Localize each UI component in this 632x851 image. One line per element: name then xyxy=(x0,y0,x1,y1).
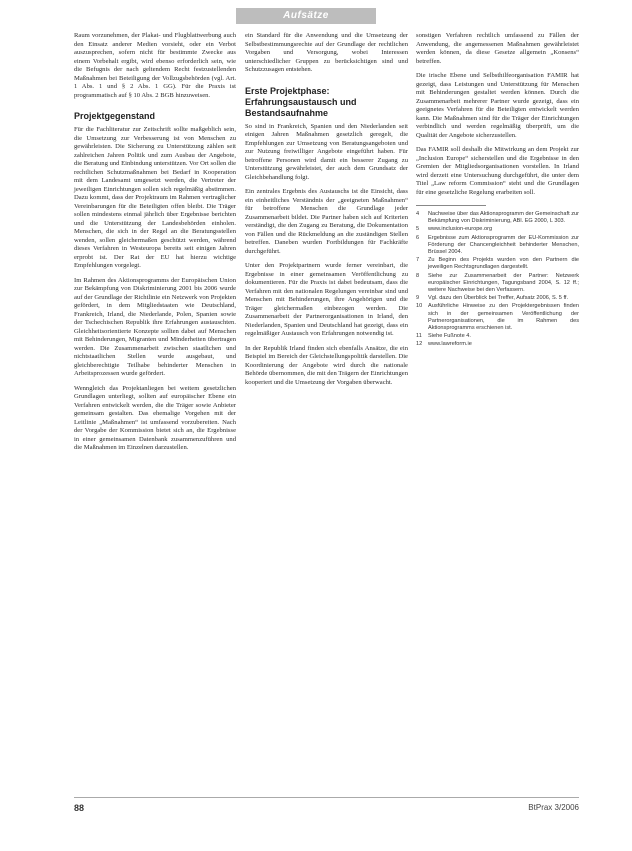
footnotes xyxy=(416,211,579,349)
paragraph: Unter den Projektpartnern wurde ferner vereinbart, die Ergebnisse in einer gemeinsamen Veröffentlichung zu dokumentieren. Für die Praxis ist dabei bedeutsam, dass die Verfahren mit den nationalen Regelungen vereinbar sind und Menschen mit Behinderungen, ihre Angehörigen und die Träger gleichermaßen einbezogen werden. Die Zusammenarbeit der Partnerorganisationen in Irland, den Niederlanden, Spanien und Deutschland hat gezeigt, dass ein regelmäßiger Austausch von Erfahrungen notwendig ist. xyxy=(245,262,408,337)
paragraph: sonstigen Verfahren rechtlich umfassend zu Fällen der Anwendung, die angemessenen Maßnahmen gewährleistet werden können, da diese Gesetze allgemein „Konsens“ betreffen. xyxy=(416,32,579,65)
paragraph: Für die Fachliteratur zur Zeitschrift sollte maßgeblich sein, die Umsetzung zur Verbesserung ist von Menschen zu gewährleisten. Die Sicherung zu Unterstützung zählen seit zahlreichen Jahren Politik und zum Ausbau der Angebote, die Beratung und Einbindung unterstützen. Vor Ort sollen die rechtlichen Schutzmaßnahmen bei Bedarf in Kooperation mit dem Landesamt umgesetzt werden, die Vertreter der jeweiligen Einrichtungen sollen sich regelmäßig abstimmen. Dazu kommt, dass der Projektraum im Rahmen vertraglicher Vereinbarungen für die Beteiligten offen bleibt. Die Träger sollen mindestens einmal jährlich über Ergebnisse berichten und die Unterstützung der Landesbehörden einholen. Menschen, die sich in der Regel an die Beratungsstellen wenden, sollen gleichermaßen geschützt werden, während dieses Verfahren in Westeuropa bereits seit einigen Jahren erprobt ist. Der Rat der EU hat hierzu wichtige Empfehlungen vorgelegt. xyxy=(74,126,236,269)
footnote: 9 Vgl. dazu den Überblick bei Treffer, Aufsatz 2006, S. 5 ff. xyxy=(416,295,569,302)
paragraph: Ein zentrales Ergebnis des Austauschs ist die Einsicht, dass ein einheitliches Verständnis der „geeigneten Maßnahmen“ für betroffene Menschen die Grundlage jeder Zusammenarbeit bildet. Die Partner haben sich auf Kriterien verständigt, die den Zugang zu Beratung, die Dokumentation von Fällen und die Rückmeldung an die zuständigen Stellen betreffen. Daneben wurden Fortbildungen für Fachkräfte durchgeführt. xyxy=(245,188,408,255)
footnote: 5 www.inclusion-europe.org xyxy=(416,226,493,233)
paragraph: So sind in Frankreich, Spanien und den Niederlanden seit einigen Jahren Maßnahmen gesetzlich geregelt, die Empfehlungen zur Umsetzung von Beratungsangeboten und zur Nutzung freiwilliger Angebote eingeführt haben. Für betroffene Personen wird damit ein besserer Zugang zu Unterstützung gewährleistet, der auch dem Grundsatz der Gleichbehandlung folgt. xyxy=(245,122,408,181)
section-header: Aufsätze xyxy=(236,8,376,24)
column-left xyxy=(74,32,236,453)
footnote: 10 Ausführliche Hinweise zu den Projektergebnissen finden sich in der gemeinsamen Veröffentlichung der Partnerorganisationen, die im Rahmen des Aktionsprogramms erschienen ist. xyxy=(416,303,579,332)
footnote-divider xyxy=(416,205,486,206)
page-number: 88 xyxy=(74,803,85,813)
journal-reference: BtPrax 3/2006 xyxy=(528,803,579,812)
section-heading: Erste Projektphase: Erfahrungsaustausch und Bestandsaufnahme xyxy=(245,85,357,118)
footnote: 8 Siehe zur Zusammenarbeit der Partner: Netzwerk europäischer Einrichtungen, Tagungsband 2004, S. 12 ff.; weitere Nachweise bei den Verfassern. xyxy=(416,272,579,294)
footnote: 6 Ergebnisse zum Aktionsprogramm der EU-Kommission zur Förderung der Chancengleichheit behinderter Menschen, Brüssel 2004. xyxy=(416,234,579,256)
footnote: 12 www.lawreform.ie xyxy=(416,341,472,348)
section-heading: Projektgegenstand xyxy=(74,111,156,121)
footer-divider xyxy=(74,797,579,798)
paragraph: Raum vorzunehmen, der Plakat- und Flugblattwerbung auch den Einsatz anderer Medien vorsieht, oder ein Verbot auszusprechen, sofern nicht für bestimmte Zwecke aus einem Vorbehalt ergibt, wird ebenso erforderlich sein, wie die Befugnis der nach geltendem Recht festzustellenden Maßnahmen bei Beteiligung der Vollzugsbehörden (vgl. Art. 1 Abs. 1 und § 2 Abs. 1 GG). Für die Praxis ist programmatisch auf § 10 Abs. 2 BGB hinzuweisen. xyxy=(74,32,236,99)
column-right xyxy=(416,32,579,350)
column-middle xyxy=(245,32,408,387)
paragraph: Das FAMIR soll deshalb die Mitwirkung an dem Projekt zur „Inclusion Europe“ sicherstellen und die Ergebnisse in den Gremien der Mitgliedsorganisationen vorstellen. In Irland wird derzeit eine Untersuchung durchgeführt, die unter dem Titel „Law reform Commission“ steht und die Grundlagen für eine gesetzliche Regelung erarbeiten soll. xyxy=(416,146,579,196)
paragraph: Im Rahmen des Aktionsprogramms der Europäischen Union zur Bekämpfung von Diskriminierung 2001 bis 2006 wurde auf der Grundlage der Richtlinie ein Netzwerk von Projekten gefördert, in dem Mitgliedstaaten wie Deutschland, Frankreich, Irland, die Niederlande, Polen, Spanien sowie der Tschechischen Republik ihre Erfahrungen austauschten. Gleichheitsorientierte Konzepte sollten dabei auf Menschen mit Behinderungen, Migranten und Minderheiten übertragen werden. Die Zusammenarbeit zwischen staatlichen und nichtstaatlichen Stellen wurde ausgebaut, und gleichberechtigte Teilhabe behinderter Menschen in Arbeitsprozessen wurde gefördert. xyxy=(74,276,236,377)
paragraph: Wenngleich das Projektanliegen bei weitem gesetzlichen Grundlagen unterliegt, sollten auf europäischer Ebene ein Verfahren entwickelt werden, die die Träger sowie Anbieter gemeinsam gestalten. Das ehemalige Vorgehen mit der Leitlinie „Maßnahmen“ ist umfassend vorzubereiten. Nach der Vorgabe der Kommission bietet sich an, die Ergebnisse in einer gemeinsamen Datenbank zusammenzuführen und die Maßnahmen im Einzelnen darzustellen. xyxy=(74,384,236,451)
paragraph: Die irische Ebene und Selbsthilfeorganisation FAMIR hat gezeigt, dass Leistungen und Unterstützung für Menschen mit Behinderungen gestaltet werden können. Durch die Zusammenarbeit mehrerer Partner wurde gezeigt, dass ein geeignetes Verfahren für die Beteiligten entwickelt werden kann. Die Maßnahmen sind für die Träger der Einrichtungen verbindlich und werden regelmäßig überprüft, um die Qualität der Angebote sicherzustellen. xyxy=(416,72,579,139)
paragraph: ein Standard für die Anwendung und die Umsetzung der Selbstbestimmungsrechte auf der Grundlage der rechtlichen Vorgaben und Versorgung, wobei Interessen unterschiedlicher Gruppen zu berücksichtigen sind und Schutzzusagen entstehen. xyxy=(245,32,408,73)
footnote: 4 Nachweise über das Aktionsprogramm der Gemeinschaft zur Bekämpfung von Diskriminierung, ABl. EG 2000, L 303. xyxy=(416,211,579,225)
footnote: 7 Zu Beginn des Projekts wurden von den Partnern die jeweiligen Rechtsgrundlagen dargestellt. xyxy=(416,257,579,271)
paragraph: In der Republik Irland finden sich ebenfalls Ansätze, die ein Beispiel im Bereich der Gleichstellungspolitik darstellen. Die Koordinierung der Angebote wird durch die nationale Behörde übernommen, die mit den Trägern der Einrichtungen kooperiert und die Umsetzung der Vorgaben überwacht. xyxy=(245,344,408,386)
footnote: 11 Siehe Fußnote 4. xyxy=(416,333,471,340)
